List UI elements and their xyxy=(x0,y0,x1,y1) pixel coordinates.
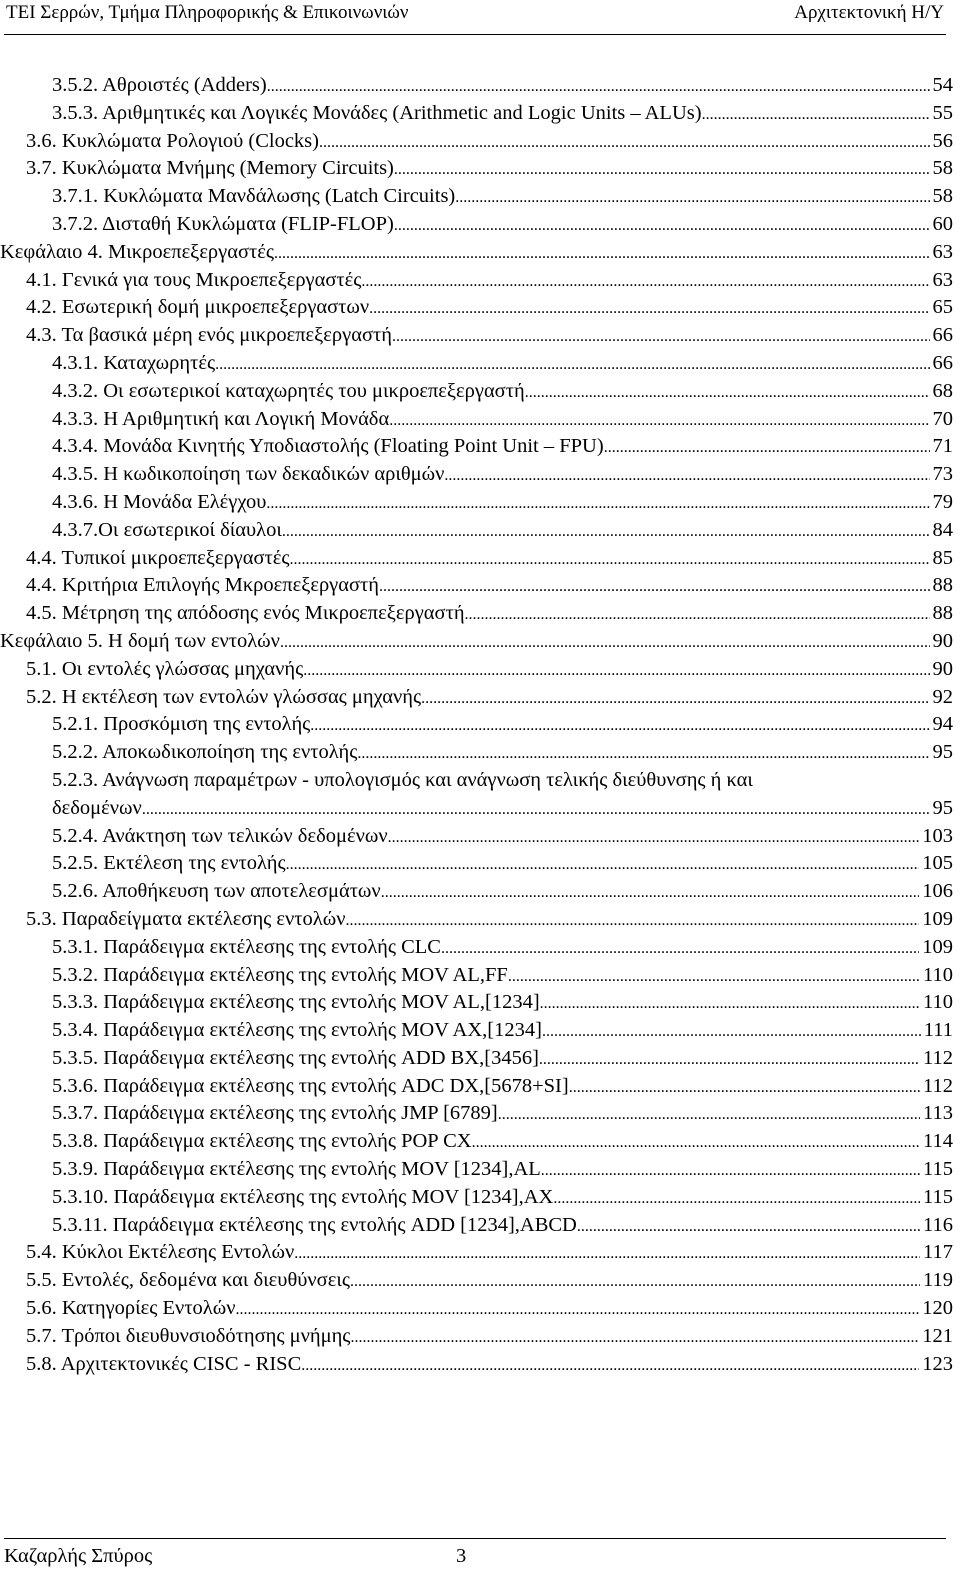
toc-dot-leader xyxy=(369,295,929,323)
toc-dot-leader xyxy=(294,1240,920,1268)
toc-dot-leader xyxy=(357,740,929,768)
toc-entry[interactable] xyxy=(0,128,960,156)
toc-dot-leader xyxy=(702,101,930,129)
toc-entry[interactable] xyxy=(0,850,960,878)
toc-dot-leader xyxy=(267,73,930,101)
toc-entry-title: 4.3.1. Καταχωρητές xyxy=(52,351,216,374)
toc-entry-page-number: 55 xyxy=(932,101,953,124)
toc-entry-title: 5.2.4. Ανάκτηση των τελικών δεδομένων xyxy=(52,824,388,847)
toc-entry[interactable] xyxy=(0,1351,960,1379)
toc-dot-leader xyxy=(465,601,930,629)
toc-entry-page-number: 58 xyxy=(932,157,953,180)
toc-dot-leader xyxy=(540,990,920,1018)
toc-entry-page-number: 115 xyxy=(923,1158,953,1181)
toc-entry-page-number: 88 xyxy=(932,602,953,625)
page-footer xyxy=(4,1538,946,1579)
toc-entry-title: 3.6. Κυκλώματα Ρολογιού (Clocks) xyxy=(26,129,319,152)
toc-entry-title: 5.2.6. Αποθήκευση των αποτελεσμάτων xyxy=(52,880,381,903)
toc-entry-page-number: 66 xyxy=(932,351,953,374)
toc-entry[interactable] xyxy=(0,1239,960,1267)
toc-dot-leader xyxy=(215,351,929,379)
toc-entry-page-number: 109 xyxy=(922,907,953,930)
toc-entry[interactable] xyxy=(0,72,960,100)
toc-dot-leader xyxy=(455,184,929,212)
toc-entry[interactable] xyxy=(0,823,960,851)
toc-dot-leader xyxy=(266,490,929,518)
toc-entry-page-number: 112 xyxy=(923,1046,953,1069)
toc-entry[interactable] xyxy=(0,1017,960,1045)
toc-entry-page-number: 119 xyxy=(923,1269,953,1292)
toc-entry-page-number: 70 xyxy=(932,407,953,430)
toc-entry[interactable] xyxy=(0,1212,960,1240)
toc-dot-leader xyxy=(319,129,930,157)
toc-dot-leader xyxy=(142,796,930,824)
toc-dot-leader xyxy=(539,1046,920,1074)
toc-entry[interactable] xyxy=(0,1100,960,1128)
toc-dot-leader xyxy=(498,1101,920,1129)
toc-dot-leader xyxy=(542,1018,921,1046)
toc-entry-page-number: 95 xyxy=(932,796,953,819)
toc-entry[interactable] xyxy=(0,878,960,906)
toc-entry-title: 4.3.7.Οι εσωτερικοί δίαυλοι xyxy=(52,518,282,541)
toc-entry-title: 5.3.6. Παράδειγμα εκτέλεσης της εντολής ADC DX,[5678+SI] xyxy=(52,1074,569,1097)
toc-entry-title: Κεφάλαιο 5. Η δομή των εντολών xyxy=(0,629,280,652)
toc-dot-leader xyxy=(472,1129,920,1157)
toc-entry-title: 5.3.7. Παράδειγμα εκτέλεσης της εντολής JMP [6789] xyxy=(52,1102,498,1125)
toc-entry-page-number: 90 xyxy=(932,657,953,680)
toc-dot-leader xyxy=(350,1324,919,1352)
toc-entry-page-number: 105 xyxy=(922,852,953,875)
toc-entry-title: 5.3.4. Παράδειγμα εκτέλεσης της εντολής MOV AX,[1234] xyxy=(52,1019,542,1042)
toc-entry-title: 5.6. Κατηγορίες Εντολών xyxy=(26,1297,236,1320)
toc-dot-leader xyxy=(236,1296,920,1324)
toc-entry-page-number: 84 xyxy=(932,518,953,541)
toc-dot-leader xyxy=(553,1185,920,1213)
toc-entry[interactable] xyxy=(0,989,960,1017)
footer-page-number: 3 xyxy=(456,1545,467,1567)
toc-entry[interactable] xyxy=(0,378,960,406)
toc-dot-leader xyxy=(421,685,929,713)
toc-dot-leader xyxy=(274,240,930,268)
toc-entry[interactable] xyxy=(0,1295,960,1323)
toc-entry[interactable] xyxy=(0,628,960,656)
toc-entry-page-number: 113 xyxy=(923,1102,953,1125)
header-course-title: Αρχιτεκτονική Η/Υ xyxy=(794,2,944,23)
toc-entry-page-number: 95 xyxy=(932,741,953,764)
toc-entry-page-number: 106 xyxy=(922,880,953,903)
toc-entry[interactable] xyxy=(0,684,960,712)
toc-dot-leader xyxy=(394,156,930,184)
toc-entry-title: 4.3. Τα βασικά μέρη ενός μικροεπεξεργαστή xyxy=(26,324,392,347)
toc-entry-title: 5.2.1. Προσκόμιση της εντολής xyxy=(52,713,311,736)
toc-entry[interactable] xyxy=(0,294,960,322)
toc-entry[interactable] xyxy=(0,711,960,739)
toc-entry-title: 3.5.3. Αριθμητικές και Λογικές Μονάδες (Arithmetic and Logic Units – ALUs) xyxy=(52,101,702,124)
toc-entry[interactable] xyxy=(0,155,960,183)
toc-entry-page-number: 90 xyxy=(932,629,953,652)
toc-entry-page-number: 56 xyxy=(932,129,953,152)
toc-entry-title: 5.3.3. Παράδειγμα εκτέλεσης της εντολής MOV AL,[1234] xyxy=(52,991,540,1014)
toc-entry[interactable] xyxy=(0,1184,960,1212)
toc-dot-leader xyxy=(379,573,930,601)
toc-entry-title: 4.1. Γενικά για τους Μικροεπεξεργαστές xyxy=(26,268,362,291)
toc-entry-page-number: 120 xyxy=(922,1297,953,1320)
toc-entry-page-number: 116 xyxy=(923,1213,953,1236)
toc-entry[interactable] xyxy=(0,461,960,489)
toc-entry-title: δεδομένων xyxy=(52,796,142,819)
toc-entry-page-number: 60 xyxy=(932,212,953,235)
toc-entry[interactable] xyxy=(0,572,960,600)
toc-dot-leader xyxy=(345,907,919,935)
toc-entry-title: 5.4. Κύκλοι Εκτέλεσης Εντολών xyxy=(26,1241,295,1264)
toc-dot-leader xyxy=(301,1352,919,1380)
toc-entry-title: 5.1. Οι εντολές γλώσσας μηχανής xyxy=(26,657,304,680)
toc-entry-title: 4.3.4. Μονάδα Κινητής Υποδιαστολής (Floating Point Unit – FPU) xyxy=(52,435,604,458)
toc-entry-title: 5.2. Η εκτέλεση των εντολών γλώσσας μηχανής xyxy=(26,685,422,708)
toc-dot-leader xyxy=(569,1074,920,1102)
toc-entry[interactable] xyxy=(0,517,960,545)
toc-entry-title: 5.3. Παραδείγματα εκτέλεσης εντολών xyxy=(26,907,346,930)
toc-dot-leader xyxy=(392,323,930,351)
toc-entry-title: 5.3.5. Παράδειγμα εκτέλεσης της εντολής ADD BX,[3456] xyxy=(52,1046,539,1069)
toc-entry[interactable] xyxy=(0,267,960,295)
toc-dot-leader xyxy=(577,1213,920,1241)
toc-entry-page-number: 121 xyxy=(922,1324,953,1347)
page-header xyxy=(4,0,946,35)
toc-entry[interactable] xyxy=(0,1128,960,1156)
toc-entry[interactable] xyxy=(0,322,960,350)
toc-entry-title: 5.2.5. Εκτέλεση της εντολής xyxy=(52,852,286,875)
toc-dot-leader xyxy=(441,935,919,963)
toc-dot-leader xyxy=(280,629,930,657)
toc-entry-page-number: 79 xyxy=(932,490,953,513)
toc-entry-page-number: 58 xyxy=(932,185,953,208)
header-institution: ΤΕΙ Σερρών, Τμήμα Πληροφορικής & Επικοινωνιών xyxy=(6,2,409,23)
toc-entry[interactable] xyxy=(0,433,960,461)
toc-entry-page-number: 73 xyxy=(932,463,953,486)
toc-entry[interactable] xyxy=(0,600,960,628)
toc-entry-page-number: 54 xyxy=(932,74,953,96)
toc-entry-page-number: 94 xyxy=(932,713,953,736)
toc-entry-page-number: 110 xyxy=(923,991,953,1014)
toc-entry-title: Κεφάλαιο 4. Μικροεπεξεργαστές xyxy=(0,240,274,263)
toc-entry-page-number: 103 xyxy=(922,824,953,847)
toc-dot-leader xyxy=(290,546,930,574)
toc-entry-title: 3.5.2. Αθροιστές (Adders) xyxy=(52,74,267,96)
toc-entry-title: 5.8. Αρχιτεκτονικές CISC - RISC xyxy=(26,1352,302,1375)
toc-entry-title-line1: 5.2.3. Ανάγνωση παραμέτρων - υπολογισμός και ανάγνωση τελικής διεύθυνσης ή και xyxy=(52,768,753,791)
toc-dot-leader xyxy=(389,407,929,435)
toc-entry-title: 4.3.3. Η Αριθμητική και Λογική Μονάδα xyxy=(52,407,390,430)
toc-entry[interactable] xyxy=(0,350,960,378)
toc-dot-leader xyxy=(310,712,929,740)
toc-entry-page-number: 110 xyxy=(923,963,953,986)
toc-entry-title: 4.3.2. Οι εσωτερικοί καταχωρητές του μικροεπεξεργαστή xyxy=(52,379,525,402)
toc-entry-title: 3.7. Κυκλώματα Μνήμης (Memory Circuits) xyxy=(26,157,394,180)
toc-entry[interactable] xyxy=(0,183,960,211)
toc-entry[interactable] xyxy=(0,211,960,239)
table-of-contents xyxy=(0,72,960,1378)
toc-entry[interactable] xyxy=(0,406,960,434)
toc-entry-page-number: 117 xyxy=(923,1241,953,1264)
toc-entry-title: 5.3.10. Παράδειγμα εκτέλεσης της εντολής MOV [1234],AX xyxy=(52,1185,554,1208)
toc-entry[interactable] xyxy=(0,1267,960,1295)
toc-entry-page-number: 111 xyxy=(923,1019,953,1042)
toc-entry-title: 5.3.2. Παράδειγμα εκτέλεσης της εντολής MOV AL,FF xyxy=(52,963,508,986)
toc-dot-leader xyxy=(604,434,930,462)
toc-entry-title: 4.4. Κριτήρια Επιλογής Μκροεπεξεργαστή xyxy=(26,574,379,597)
toc-entry-title: 5.3.11. Παράδειγμα εκτέλεσης της εντολής ADD [1234],ABCD xyxy=(52,1213,577,1236)
toc-entry-page-number: 109 xyxy=(922,935,953,958)
toc-dot-leader xyxy=(541,1157,920,1185)
toc-entry-page-number: 114 xyxy=(923,1130,953,1153)
toc-entry[interactable] xyxy=(0,656,960,684)
toc-entry-title: 5.3.1. Παράδειγμα εκτέλεσης της εντολής CLC xyxy=(52,935,441,958)
toc-dot-leader xyxy=(361,268,929,296)
toc-dot-leader xyxy=(286,851,920,879)
toc-entry-title: 3.7.1. Κυκλώματα Μανδάλωσης (Latch Circuits) xyxy=(52,185,456,208)
toc-dot-leader xyxy=(444,462,929,490)
toc-entry-title: 5.3.8. Παράδειγμα εκτέλεσης της εντολής POP CX xyxy=(52,1130,472,1153)
toc-entry-title: 3.7.2. Δισταθή Κυκλώματα (FLIP-FLOP) xyxy=(52,212,394,235)
toc-entry[interactable] xyxy=(0,906,960,934)
toc-dot-leader xyxy=(388,824,920,852)
toc-entry[interactable] xyxy=(0,1073,960,1101)
toc-entry-page-number: 92 xyxy=(932,685,953,708)
toc-entry-page-number: 71 xyxy=(932,435,953,458)
toc-entry[interactable] xyxy=(0,239,960,267)
toc-dot-leader xyxy=(508,963,920,991)
toc-dot-leader xyxy=(350,1268,920,1296)
toc-entry[interactable] xyxy=(0,545,960,573)
toc-entry-page-number: 112 xyxy=(923,1074,953,1097)
toc-entry-page-number: 65 xyxy=(932,296,953,319)
toc-entry-page-number: 63 xyxy=(932,240,953,263)
toc-entry[interactable] xyxy=(0,1323,960,1351)
toc-dot-leader xyxy=(303,657,929,685)
toc-dot-leader xyxy=(525,379,930,407)
toc-entry[interactable] xyxy=(0,767,960,823)
toc-entry[interactable] xyxy=(0,1156,960,1184)
toc-entry-title: 5.5. Εντολές, δεδομένα και διευθύνσεις xyxy=(26,1269,350,1292)
toc-dot-leader xyxy=(394,212,930,240)
toc-entry-title: 4.5. Μέτρηση της απόδοσης ενός Μικροεπεξεργαστή xyxy=(26,602,465,625)
toc-entry-title: 5.7. Τρόποι διευθυνσιοδότησης μνήμης xyxy=(26,1324,351,1347)
toc-entry[interactable] xyxy=(0,1045,960,1073)
toc-entry-page-number: 66 xyxy=(932,324,953,347)
toc-entry-title: 5.2.2. Αποκωδικοποίηση της εντολής xyxy=(52,741,358,764)
toc-entry-page-number: 123 xyxy=(922,1352,953,1375)
toc-entry-title: 4.4. Τυπικοί μικροεπεξεργαστές xyxy=(26,546,290,569)
toc-entry-page-number: 63 xyxy=(932,268,953,291)
toc-dot-leader xyxy=(282,518,930,546)
toc-entry-title: 5.3.9. Παράδειγμα εκτέλεσης της εντολής MOV [1234],AL xyxy=(52,1158,541,1181)
toc-entry-title: 4.3.5. Η κωδικοποίηση των δεκαδικών αριθμών xyxy=(52,463,445,486)
toc-entry-page-number: 85 xyxy=(932,546,953,569)
footer-author: Καζαρλής Σπύρος xyxy=(4,1545,153,1567)
toc-entry-page-number: 68 xyxy=(932,379,953,402)
toc-entry[interactable] xyxy=(0,739,960,767)
toc-entry-page-number: 115 xyxy=(923,1185,953,1208)
toc-entry[interactable] xyxy=(0,962,960,990)
toc-entry[interactable] xyxy=(0,489,960,517)
toc-entry-title: 4.2. Εσωτερική δομή μικροεπεξεργαστων xyxy=(26,296,370,319)
toc-dot-leader xyxy=(381,879,920,907)
toc-entry-page-number: 88 xyxy=(932,574,953,597)
toc-entry[interactable] xyxy=(0,100,960,128)
toc-entry[interactable] xyxy=(0,934,960,962)
toc-entry-title: 4.3.6. Η Μονάδα Ελέγχου xyxy=(52,490,267,513)
